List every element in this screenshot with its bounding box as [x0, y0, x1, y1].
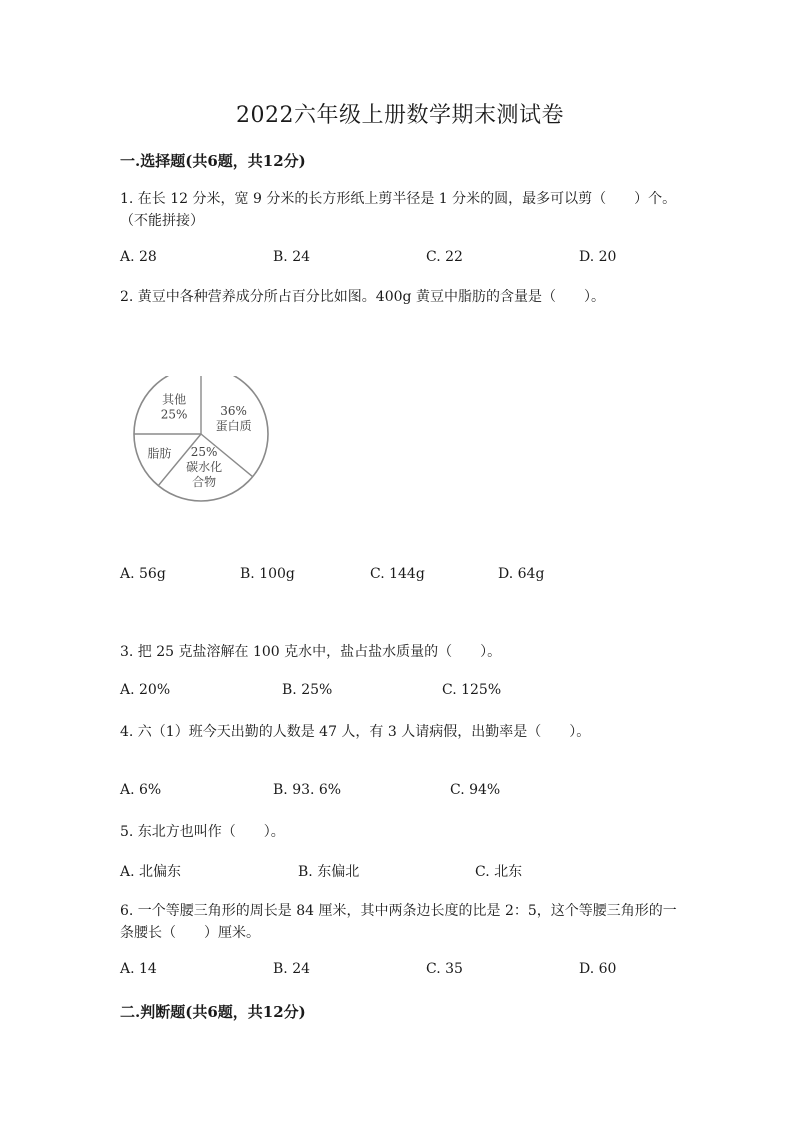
option-b[interactable]: B. 24 [273, 249, 311, 265]
question-1-options [120, 249, 720, 271]
pie-slice-label: 脂肪 [147, 446, 172, 461]
option-c[interactable]: C. 北东 [475, 864, 523, 880]
question-2-options [120, 566, 720, 588]
option-d[interactable]: D. 60 [579, 961, 617, 977]
option-a[interactable]: A. 北偏东 [120, 864, 182, 880]
question-2: 2. 黄豆中各种营养成分所占百分比如图。400g 黄豆中脂肪的含量是（ ）。 [120, 289, 605, 305]
nutrition-pie-chart [126, 376, 276, 526]
question-4-options [120, 782, 720, 804]
option-a[interactable]: A. 14 [120, 961, 157, 977]
pie-svg [126, 376, 276, 526]
option-b[interactable]: B. 24 [273, 961, 311, 977]
option-a[interactable]: A. 20% [120, 682, 171, 698]
question-5-options [120, 861, 720, 883]
option-b[interactable]: B. 东偏北 [298, 864, 360, 880]
pie-slice-label: 25%碳水化合物 [186, 444, 223, 489]
option-c[interactable]: C. 144g [370, 566, 425, 582]
option-c[interactable]: C. 22 [426, 249, 463, 265]
option-d[interactable]: D. 64g [498, 566, 545, 582]
pie-slice-label: 其他 25% [160, 392, 188, 422]
option-b[interactable]: B. 100g [240, 566, 295, 582]
question-3-options [120, 682, 720, 704]
question-3: 3. 把 25 克盐溶解在 100 克水中，盐占盐水质量的（ ）。 [120, 644, 502, 660]
option-c[interactable]: C. 125% [442, 682, 502, 698]
option-c[interactable]: C. 94% [450, 782, 501, 798]
option-c[interactable]: C. 35 [426, 961, 463, 977]
pie-slice-label: 36%蛋白质 [215, 404, 252, 434]
question-4: 4. 六（1）班今天出勤的人数是 47 人，有 3 人请病假，出勤率是（ ）。 [120, 724, 591, 740]
option-a[interactable]: A. 6% [120, 782, 162, 798]
option-b[interactable]: B. 25% [282, 682, 333, 698]
option-b[interactable]: B. 93. 6% [273, 782, 342, 798]
option-a[interactable]: A. 28 [120, 249, 157, 265]
page-title: 2022六年级上册数学期末测试卷 [236, 103, 564, 128]
question-6-options [120, 961, 720, 983]
section-heading-judgement: 二.判断题(共6题，共12分) [120, 1003, 306, 1021]
question-6: 6. 一个等腰三角形的周长是 84 厘米，其中两条边长度的比是 2：5，这个等腰三角形的一条腰长（ ）厘米。 [120, 903, 677, 941]
section-heading-choice: 一.选择题(共6题，共12分) [120, 152, 306, 170]
question-5: 5. 东北方也叫作（ ）。 [120, 824, 285, 840]
option-a[interactable]: A. 56g [120, 566, 166, 582]
option-d[interactable]: D. 20 [579, 249, 617, 265]
question-1: 1. 在长 12 分米，宽 9 分米的长方形纸上剪半径是 1 分米的圆，最多可以剪（ ）个。（不能拼接） [120, 191, 677, 229]
